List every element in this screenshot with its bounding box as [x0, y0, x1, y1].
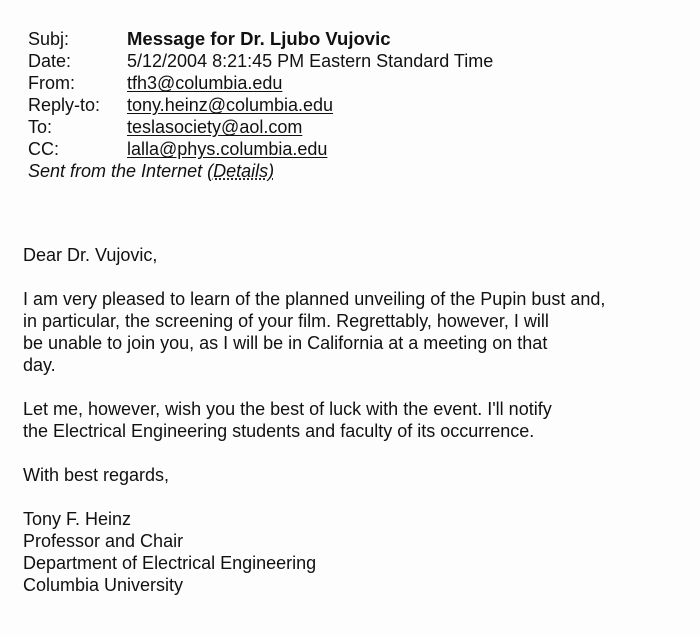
paragraph-2-line: the Electrical Engineering students and faculty of its occurrence.: [23, 421, 535, 441]
replyto-label: Reply-to:: [28, 95, 101, 115]
greeting: Dear Dr. Vujovic,: [23, 245, 158, 265]
subject-label: Subj:: [28, 29, 70, 49]
paragraph-1-line: I am very pleased to learn of the planned unveiling of the Pupin bust and,: [23, 289, 606, 309]
paragraph-1-line: in particular, the screening of your film. Regrettably, however, I will: [23, 311, 549, 331]
paragraph-1-line: day.: [23, 355, 56, 375]
details-link[interactable]: (Details): [207, 161, 275, 181]
from-label: From:: [28, 73, 75, 93]
cc-label: CC:: [28, 139, 59, 159]
cc-row: [28, 138, 668, 160]
signature-title: Professor and Chair: [23, 531, 184, 551]
to-label: To:: [28, 117, 53, 137]
paragraph-2-line: Let me, however, wish you the best of luck with the event. I'll notify: [23, 399, 552, 419]
date-row: [28, 50, 668, 72]
date-label: Date:: [28, 51, 72, 71]
sent-from-text: Sent from the Internet: [28, 161, 203, 181]
paragraph-1: [23, 288, 683, 376]
signature-block: [23, 508, 683, 596]
to-email-link[interactable]: teslasociety@aol.com: [127, 117, 303, 137]
closing: With best regards,: [23, 465, 170, 485]
from-row: [28, 72, 668, 94]
to-row: [28, 116, 668, 138]
email-body: [23, 244, 683, 596]
subject-row: [28, 28, 668, 50]
paragraph-1-line: be unable to join you, as I will be in California at a meeting on that: [23, 333, 548, 353]
signature-name: Tony F. Heinz: [23, 509, 132, 529]
date-value: 5/12/2004 8:21:45 PM Eastern Standard Time: [127, 51, 494, 71]
subject-value: Message for Dr. Ljubo Vujovic: [127, 28, 391, 49]
paragraph-2: [23, 398, 683, 442]
email-header: [28, 28, 668, 182]
replyto-email-link[interactable]: tony.heinz@columbia.edu: [127, 95, 334, 115]
replyto-row: [28, 94, 668, 116]
cc-email-link[interactable]: lalla@phys.columbia.edu: [127, 139, 328, 159]
signature-department: Department of Electrical Engineering: [23, 553, 317, 573]
signature-university: Columbia University: [23, 575, 184, 595]
sent-from-line: [28, 160, 668, 182]
from-email-link[interactable]: tfh3@columbia.edu: [127, 73, 283, 93]
